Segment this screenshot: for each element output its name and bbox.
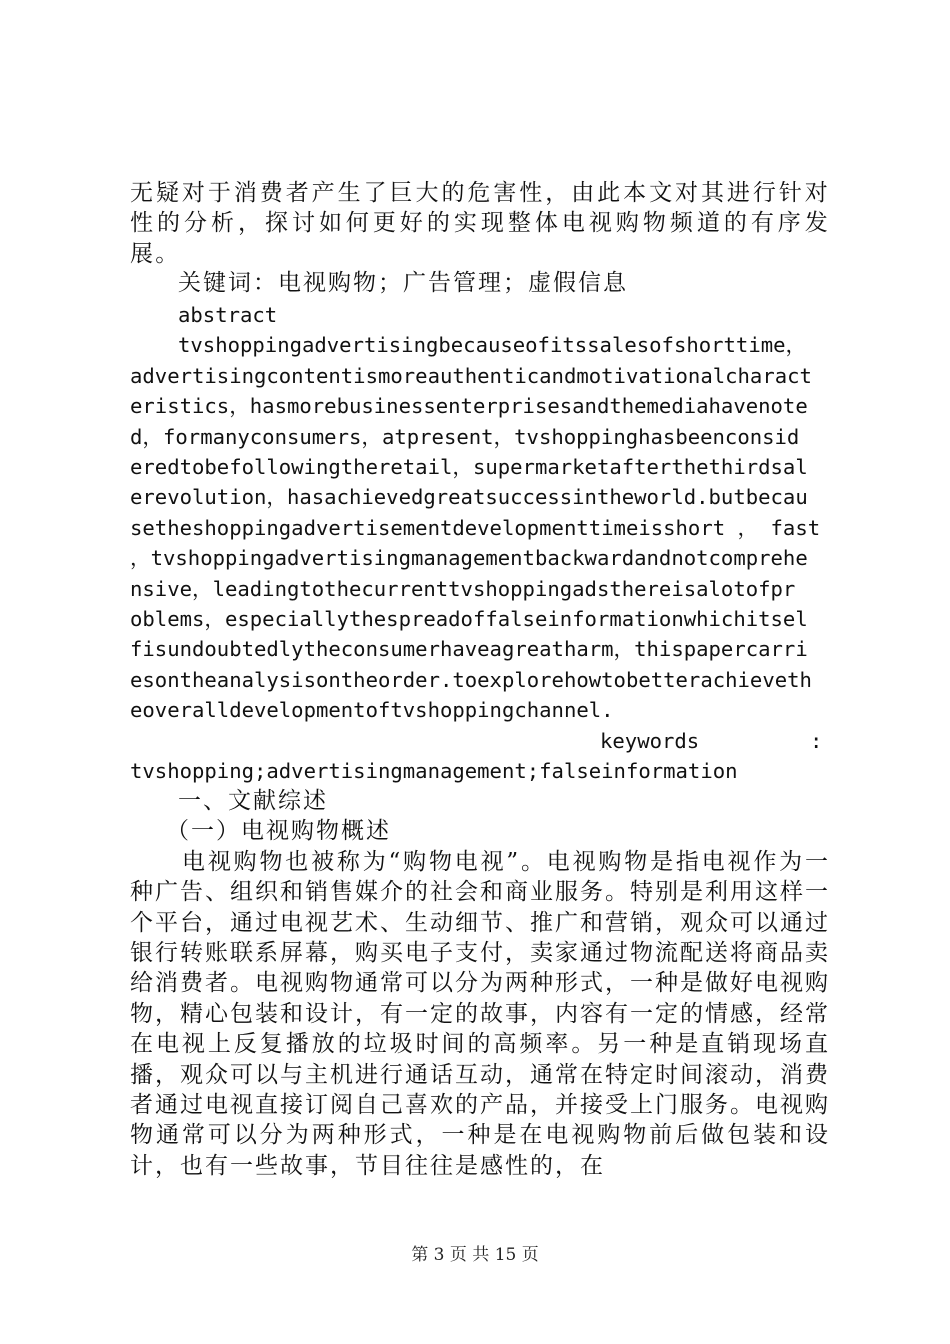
section-paragraph: 电视购物也被称为“购物电视”。电视购物是指电视作为一种广告、组织和销售媒介的社会和商业服务。特别是利用这样一个平台，通过电视艺术、生动细节、推广和营销，观众可以通过银行转账联系屏幕，购买电子支付，卖家通过物流配送将商品卖给消费者。电视购物通常可以分为两种形式，一种是做好电视购物，精心包装和设计，有一定的故事，内容有一定的情感，经常在电视上反复播放的垃圾时间的高频率。另一种是直销现场直播，观众可以与主机进行通话互动，通常在特定时间滚动，消费者通过电视直接订阅自己喜欢的产品，并接受上门服务。电视购物通常可以分为两种形式，一种是在电视购物前后做包装和设计，也有一些故事，节目往往是感性的，在 bbox=[130, 848, 830, 1179]
page-footer: 第 3 页 共 15 页 bbox=[411, 1245, 539, 1265]
abstract-line: eristics，hasmorebusinessenterprisesandthemediahavenote bbox=[130, 394, 808, 419]
abstract-line: eredtobefollowingtheretail，supermarketafterthethirdsal bbox=[130, 455, 808, 480]
keywords-en-label: keywords bbox=[600, 728, 700, 753]
abstract-line: advertisingcontentismoreauthenticandmotivationalcharact bbox=[130, 363, 812, 388]
abstract-line: tvshoppingadvertisingbecauseofitssalesofshorttime， bbox=[178, 333, 807, 358]
section-subtitle: （一）电视购物概述 bbox=[166, 818, 391, 845]
abstract-line: esontheanalysisontheorder.toexplorehowtobetterachieveth bbox=[130, 667, 812, 692]
keywords-en-row bbox=[130, 726, 830, 756]
abstract-line: setheshoppingadvertisementdevelopmenttimeisshort ， fast bbox=[130, 515, 821, 540]
abstract-line: ，tvshoppingadvertisingmanagementbackwardandnotcomprehe bbox=[130, 546, 808, 571]
abstract-line: eoveralldevelopmentoftvshoppingchannel. bbox=[130, 698, 614, 723]
abstract-line: d，formanyconsumers，atpresent，tvshoppinghasbeenconsid bbox=[130, 424, 800, 449]
abstract-line: oblems，especiallythespreadoffalseinformationwhichitsel bbox=[130, 607, 808, 632]
abstract-line: nsive，leadingtothecurrenttvshoppingadsthereisalotofpr bbox=[130, 576, 796, 601]
abstract-line: erevolution，hasachievedgreatsuccessintheworld.butbecau bbox=[130, 485, 808, 510]
keywords-cn: 关键词：电视购物；广告管理；虚假信息 bbox=[178, 270, 628, 296]
keywords-en-value: tvshopping;advertisingmanagement;falseinformation bbox=[130, 759, 738, 784]
abstract-line: fisundoubtedlytheconsumerhaveagreatharm，thispapercarri bbox=[130, 637, 808, 662]
abstract-heading: abstract bbox=[178, 303, 278, 327]
section-title: 一、文献综述 bbox=[178, 788, 328, 814]
literature-review-section bbox=[130, 786, 830, 1181]
intro-paragraph: 无疑对于消费者产生了巨大的危害性，由此本文对其进行针对性的分析，探讨如何更好的实现整体电视购物频道的有序发展。 bbox=[130, 180, 830, 267]
abstract-section bbox=[130, 300, 830, 786]
keywords-en-colon: : bbox=[810, 728, 823, 753]
